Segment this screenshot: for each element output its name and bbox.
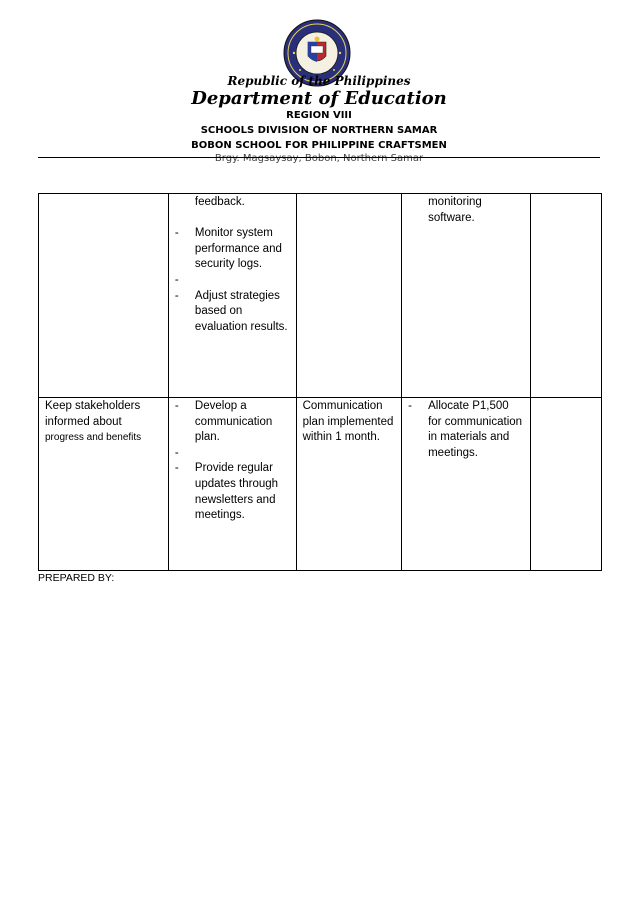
resources-cell [402, 194, 531, 398]
header-divider [38, 157, 600, 158]
school-name: BOBON SCHOOL FOR PHILIPPINE CRAFTSMEN [191, 140, 447, 151]
department-title: Department of Education [191, 88, 447, 109]
table-row [39, 398, 602, 571]
action-plan-table [38, 193, 602, 571]
prepared-by-label: PREPARED BY: [38, 572, 115, 584]
objective-cell [39, 398, 169, 571]
list-item: - Monitor system performance and security logs. [175, 226, 290, 273]
activity-list [175, 399, 290, 524]
region-label: REGION VIII [286, 110, 352, 121]
list-item: - Allocate P1,500 for communication in materials and meetings. [408, 399, 524, 461]
list-item: - Develop a communication plan. [175, 399, 290, 446]
objective-text-continued: progress and benefits [45, 432, 142, 444]
objective-cell [39, 194, 169, 398]
activity-continuation: feedback. [194, 196, 245, 208]
activities-cell [168, 194, 296, 398]
resources-continuation: monitoring software. [428, 196, 482, 224]
list-item: - Adjust strategies based on evaluation results. [175, 289, 290, 336]
activities-cell [168, 398, 296, 571]
republic-title: Republic of the Philippines [227, 74, 411, 88]
remarks-cell [530, 398, 601, 571]
activity-list [175, 226, 290, 335]
indicator-cell [296, 194, 401, 398]
division-label: SCHOOLS DIVISION OF NORTHERN SAMAR [200, 125, 438, 136]
objective-text: Keep stakeholders informed about [45, 400, 141, 428]
school-address: Brgy. Magsaysay, Bobon, Northern Samar [214, 153, 424, 164]
list-item: - Provide regular updates through newsletters and meetings. [175, 461, 290, 523]
resources-list [408, 399, 524, 461]
remarks-cell [530, 194, 601, 398]
table-row [39, 194, 602, 398]
resources-cell [402, 398, 531, 571]
indicator-cell [296, 398, 401, 571]
indicator-text: Communication plan implemented within 1 month. [302, 400, 394, 444]
